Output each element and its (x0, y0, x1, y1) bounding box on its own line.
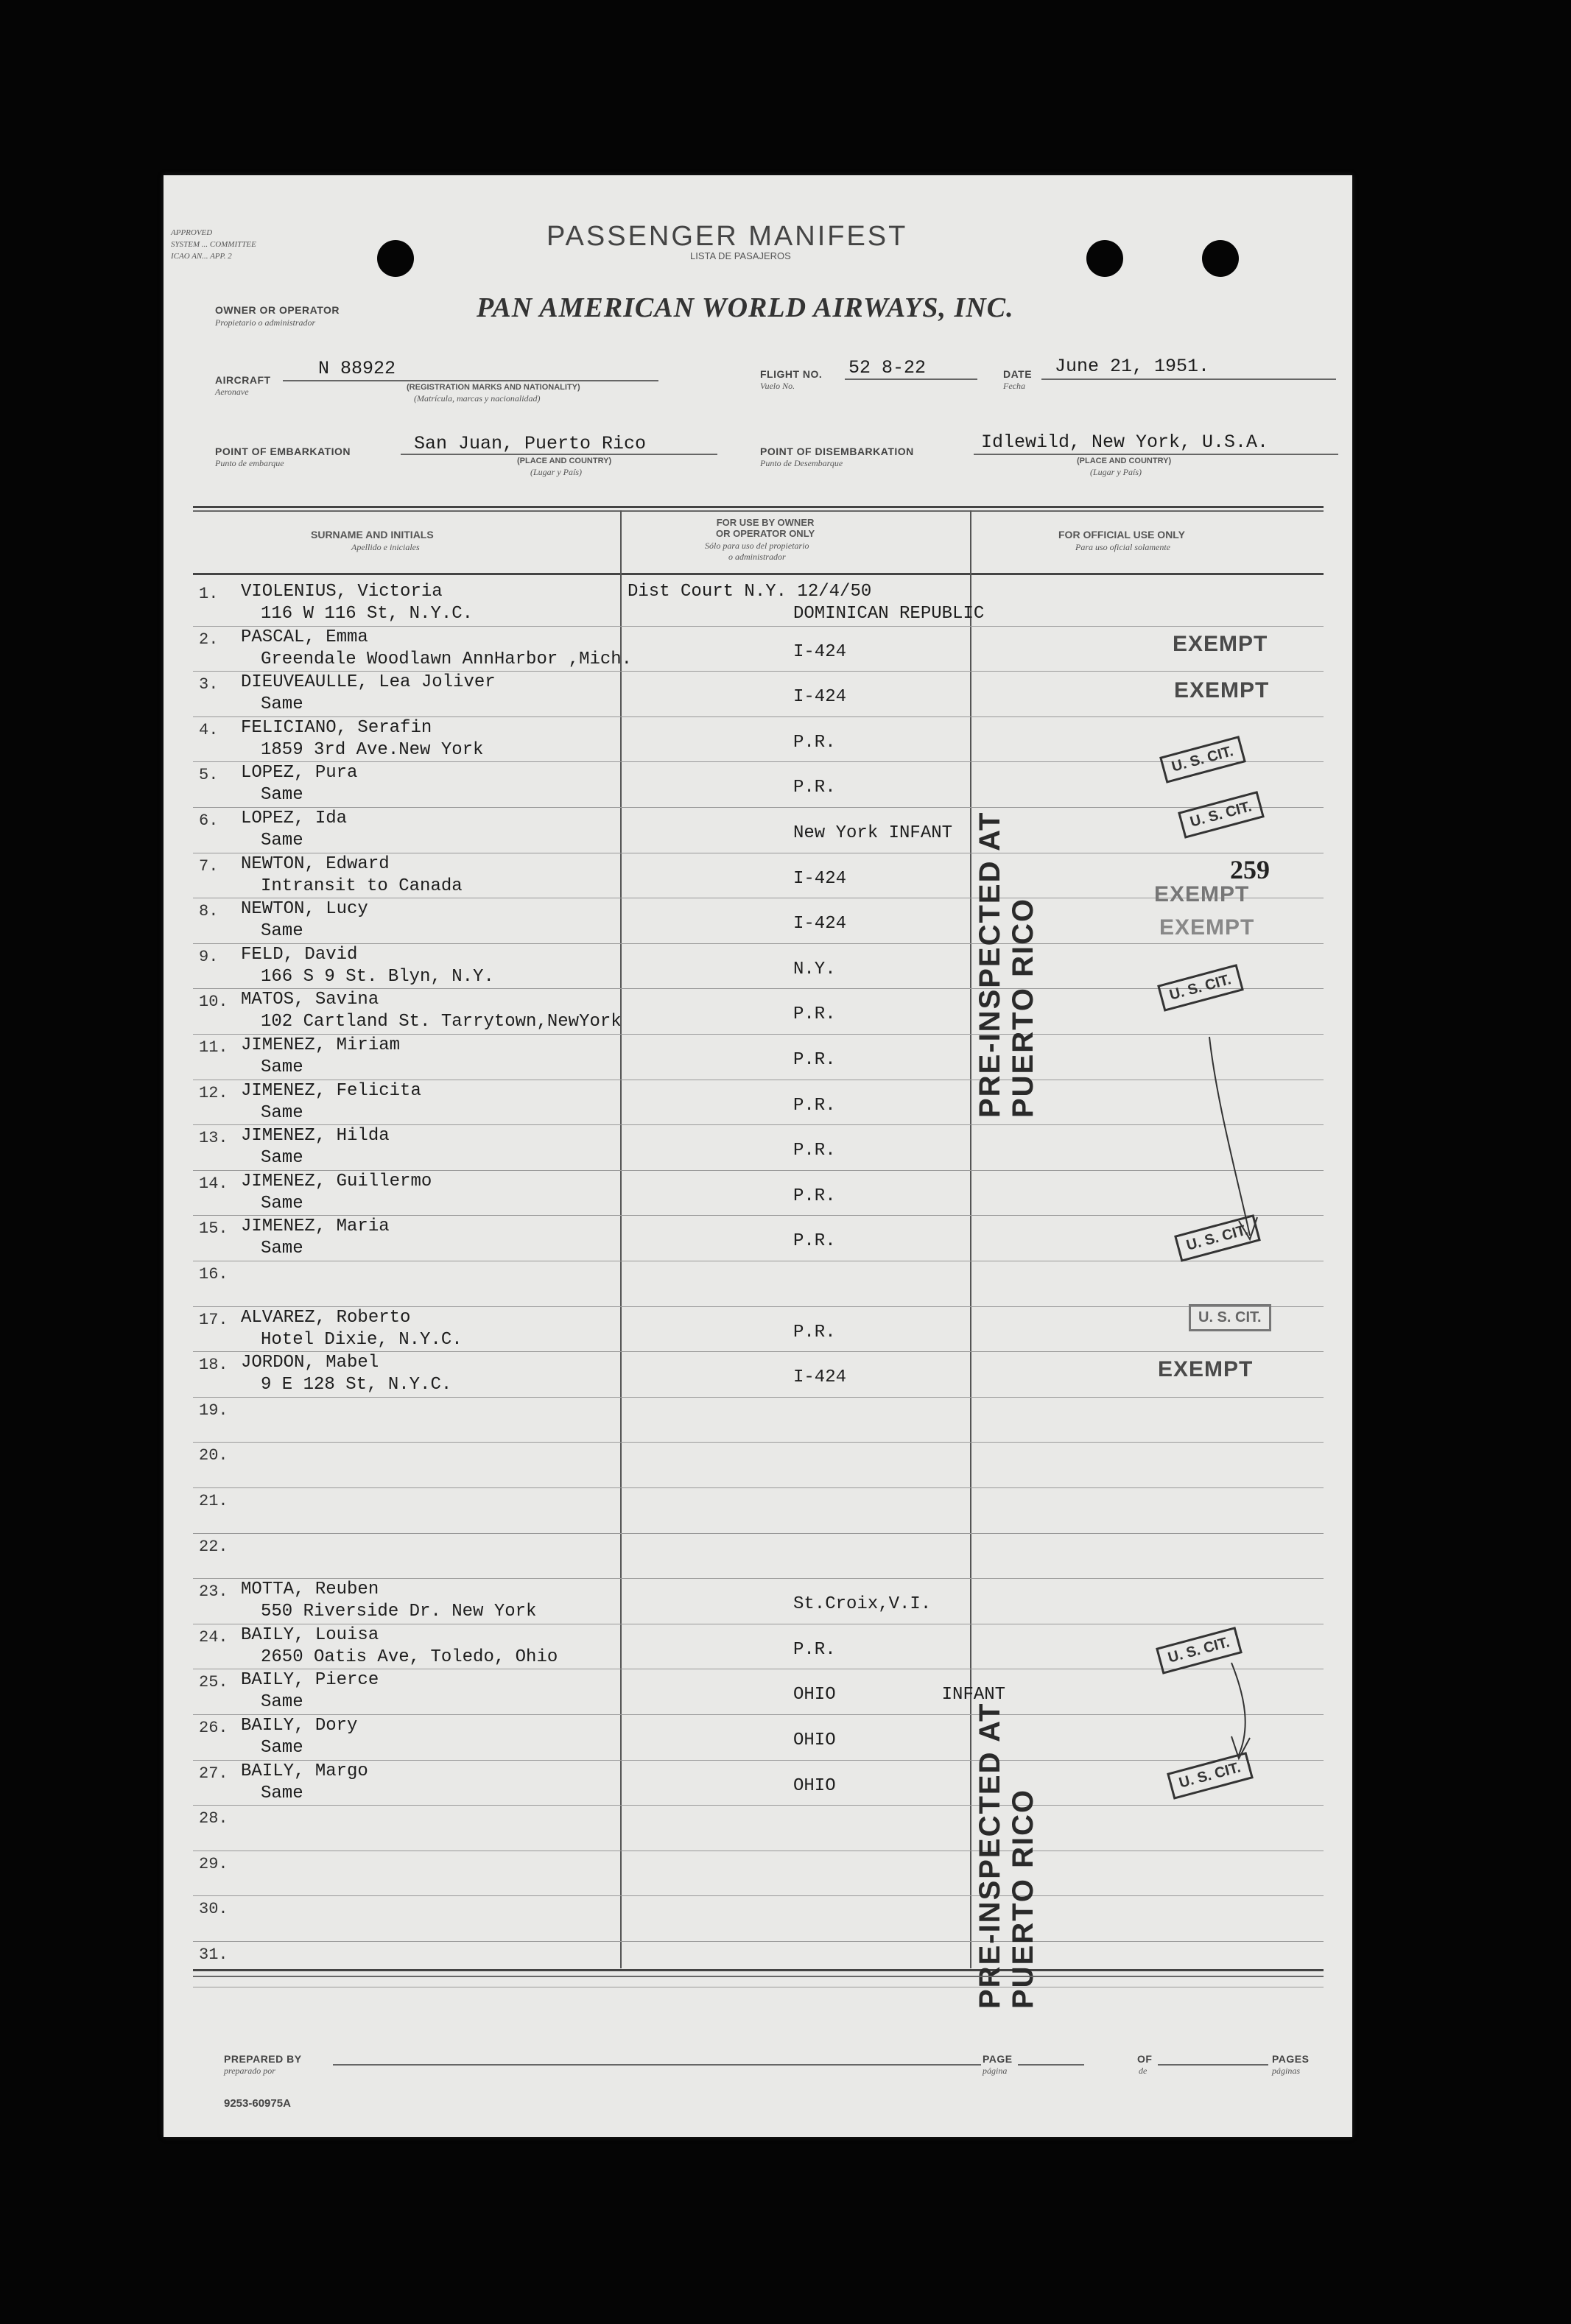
disembark-label: POINT OF DISEMBARKATION (760, 446, 914, 457)
passenger-name: LOPEZ, Pura (241, 763, 358, 784)
row-number: 10. (199, 993, 228, 1012)
manifest-sheet (164, 175, 1352, 2137)
form-number: 9253-60975A (224, 2097, 291, 2110)
row-number: 7. (199, 856, 219, 876)
passenger-name: FELD, David (241, 944, 358, 965)
number-259: 259 (1230, 855, 1270, 884)
row-number: 8. (199, 902, 219, 921)
embark-label: POINT OF EMBARKATION (215, 446, 351, 457)
table-top-line-1 (193, 506, 1324, 508)
aircraft-label: AIRCRAFT (215, 374, 271, 386)
row-number: 2. (199, 630, 219, 649)
operator-entry: St.Croix,V.I. (793, 1594, 932, 1615)
col3-header-es: Para uso oficial solamente (1075, 542, 1170, 552)
passenger-address: 166 S 9 St. Blyn, N.Y. (261, 966, 494, 987)
row-rule (193, 761, 1324, 762)
form-title: PASSENGER MANIFEST (546, 221, 908, 252)
date-value: June 21, 1951. (1055, 356, 1210, 377)
row-number: 5. (199, 766, 219, 785)
table-bottom-line (193, 1969, 1324, 1971)
disembark-label-es: Punto de Desembarque (760, 458, 843, 468)
passenger-address: Same (261, 1738, 303, 1758)
row-number: 13. (199, 1129, 228, 1148)
col-divider-1 (620, 510, 622, 1968)
row-number: 4. (199, 720, 219, 739)
row-rule (193, 1941, 1324, 1942)
operator-entry: P.R. (793, 1231, 836, 1252)
operator-entry: OHIO (793, 1730, 836, 1750)
aircraft-label-es: Aeronave (215, 387, 249, 397)
operator-entry: OHIO (793, 1775, 836, 1796)
passenger-name: FELICIANO, Serafin (241, 717, 432, 738)
row-number: 19. (199, 1401, 228, 1420)
exempt-stamp-7: EXEMPT (1154, 882, 1250, 906)
passenger-address: 9 E 128 St, N.Y.C. (261, 1375, 452, 1395)
page-line (1018, 2064, 1084, 2066)
disembark-value: Idlewild, New York, U.S.A. (981, 432, 1269, 453)
passenger-name: MATOS, Savina (241, 990, 379, 1010)
date-line (1041, 378, 1336, 380)
passenger-address: Same (261, 1148, 303, 1169)
date-label-es: Fecha (1003, 381, 1025, 391)
exempt-stamp-8: EXEMPT (1159, 915, 1255, 940)
aircraft-line (283, 380, 658, 381)
row-number: 25. (199, 1673, 228, 1692)
col2-header: FOR USE BY OWNER OR OPERATOR ONLY (716, 517, 815, 539)
us-cit-stamp-6: U. S. CIT. (1178, 791, 1264, 839)
row-number: 1. (199, 585, 219, 603)
operator-entry: P.R. (793, 732, 836, 753)
passenger-name: JIMENEZ, Guillermo (241, 1171, 432, 1191)
passenger-address: Same (261, 1692, 303, 1713)
disembark-line (974, 454, 1338, 455)
row-number: 18. (199, 1356, 228, 1375)
row-number: 9. (199, 947, 219, 966)
passenger-name: NEWTON, Edward (241, 853, 390, 874)
disembark-place-caption-es: (Lugar y País) (1090, 467, 1142, 477)
passenger-name: LOPEZ, Ida (241, 809, 348, 828)
row-number: 11. (199, 1038, 228, 1057)
punch-hole-2 (1086, 240, 1123, 277)
date-label: DATE (1003, 368, 1033, 380)
exempt-stamp-3: EXEMPT (1174, 678, 1270, 703)
col1-header-es: Apellido e iniciales (351, 542, 420, 552)
passenger-address: 2650 Oatis Ave, Toledo, Ohio (261, 1647, 558, 1667)
passenger-address: 102 Cartland St. Tarrytown,NewYork (261, 1012, 622, 1032)
embark-value: San Juan, Puerto Rico (414, 433, 647, 454)
row-number: 6. (199, 811, 219, 830)
operator-entry: P.R. (793, 1186, 836, 1206)
page-label-es: página (983, 2066, 1008, 2076)
operator-note: Dist Court N.Y. 12/4/50 (628, 582, 872, 602)
operator-entry: I-424 (793, 641, 847, 662)
passenger-name: NEWTON, Lucy (241, 899, 368, 920)
operator-entry: P.R. (793, 778, 836, 798)
passenger-address: Same (261, 921, 303, 942)
passenger-name: PASCAL, Emma (241, 627, 368, 647)
passenger-name: BAILY, Louisa (241, 1624, 379, 1645)
operator-entry: I-424 (793, 1367, 847, 1388)
punch-hole-1 (377, 240, 414, 277)
operator-entry: P.R. (793, 1095, 836, 1116)
passenger-name: BAILY, Margo (241, 1761, 368, 1781)
operator-entry: P.R. (793, 1639, 836, 1660)
passenger-name: MOTTA, Reuben (241, 1580, 379, 1600)
passenger-address: Same (261, 1239, 303, 1259)
embark-place-caption-es: (Lugar y País) (530, 467, 582, 477)
passenger-address: Same (261, 1193, 303, 1214)
col3-header: FOR OFFICIAL USE ONLY (1058, 529, 1185, 540)
embark-place-caption: (PLACE AND COUNTRY) (517, 457, 612, 465)
row-number: 27. (199, 1764, 228, 1783)
flight-label: FLIGHT NO. (760, 368, 823, 380)
aircraft-value: N 88922 (318, 358, 396, 379)
passenger-address: Same (261, 694, 303, 715)
passenger-address: Hotel Dixie, N.Y.C. (261, 1329, 463, 1350)
row-rule (193, 943, 1324, 944)
row-number: 23. (199, 1582, 228, 1602)
pages-label: PAGES (1272, 2053, 1310, 2065)
row-rule (193, 988, 1324, 989)
prepared-label: PREPARED BY (224, 2053, 302, 2065)
preinspected-stamp-1: PRE-INSPECTED AT PUERTO RICO (974, 811, 1039, 1118)
flight-line (845, 378, 977, 380)
pages-label-es: páginas (1272, 2066, 1301, 2076)
passenger-name: JIMENEZ, Hilda (241, 1126, 390, 1147)
form-subtitle: LISTA DE PASAJEROS (690, 250, 791, 261)
us-cit-stamp-4: U. S. CIT. (1159, 736, 1245, 784)
row-number: 14. (199, 1174, 228, 1193)
operator-entry: P.R. (793, 1050, 836, 1070)
passenger-name: BAILY, Pierce (241, 1670, 379, 1691)
arrow-marks (1121, 993, 1305, 1803)
operator-entry: N.Y. (793, 959, 836, 979)
operator-entry: I-424 (793, 687, 847, 708)
operator-entry: I-424 (793, 914, 847, 934)
us-cit-stamp-9: U. S. CIT. (1157, 964, 1243, 1012)
row-number: 3. (199, 675, 219, 694)
passenger-address: Same (261, 1783, 303, 1803)
prepared-line (333, 2064, 981, 2066)
col1-header: SURNAME AND INITIALS (311, 529, 434, 540)
flight-value: 52 8-22 (848, 357, 927, 378)
row-number: 30. (199, 1900, 228, 1919)
footer-line (193, 1976, 1324, 1977)
passenger-address: Same (261, 1102, 303, 1123)
row-number: 20. (199, 1446, 228, 1465)
row-number: 24. (199, 1627, 228, 1647)
row-number: 15. (199, 1219, 228, 1239)
row-number: 17. (199, 1310, 228, 1329)
of-label: OF (1137, 2053, 1153, 2065)
row-number: 21. (199, 1492, 228, 1510)
row-number: 28. (199, 1809, 228, 1828)
page-label: PAGE (983, 2053, 1013, 2065)
passenger-address: Same (261, 1057, 303, 1077)
punch-hole-3 (1202, 240, 1239, 277)
passenger-name: JORDON, Mabel (241, 1353, 379, 1373)
passenger-address: 116 W 116 St, N.Y.C. (261, 604, 474, 624)
owner-label: OWNER OR OPERATOR (215, 304, 340, 316)
flight-label-es: Vuelo No. (760, 381, 795, 391)
passenger-name: JIMENEZ, Maria (241, 1216, 390, 1237)
table-top-line-2 (193, 510, 1324, 512)
approval-note: APPROVED SYSTEM ... COMMITTEE ICAO AN... APP. 2 (171, 228, 256, 261)
owner-label-es: Propietario o administrador (215, 317, 316, 328)
us-cit-stamp-23: U. S. CIT. (1156, 1627, 1242, 1675)
preinspected-stamp-2: PRE-INSPECTED AT PUERTO RICO (974, 1702, 1039, 2009)
passenger-address: Same (261, 831, 303, 851)
row-rule (193, 807, 1324, 808)
operator-entry: P.R. (793, 1141, 836, 1161)
aircraft-caption-es: (Matrícula, marcas y nacionalidad) (414, 393, 541, 404)
passenger-name: DIEUVEAULLE, Lea Joliver (241, 672, 496, 693)
us-cit-stamp-17: U. S. CIT. (1189, 1304, 1271, 1331)
of-line (1158, 2064, 1268, 2066)
operator-entry: P.R. (793, 1004, 836, 1025)
embark-label-es: Punto de embarque (215, 458, 284, 468)
passenger-name: JIMENEZ, Felicita (241, 1080, 421, 1101)
row-number: 12. (199, 1083, 228, 1102)
col-divider-2 (970, 510, 971, 1968)
row-rule (193, 1895, 1324, 1896)
passenger-address: 1859 3rd Ave.New York (261, 739, 484, 760)
row-rule (193, 671, 1324, 672)
of-label-es: de (1139, 2066, 1148, 2076)
passenger-address: Greendale Woodlawn AnnHarbor ,Mich. (261, 649, 633, 669)
prepared-label-es: preparado por (224, 2066, 275, 2076)
row-rule (193, 716, 1324, 717)
operator-entry: I-424 (793, 868, 847, 889)
us-cit-stamp-26: U. S. CIT. (1167, 1752, 1253, 1800)
owner-value: PAN AMERICAN WORLD AIRWAYS, INC. (477, 292, 1014, 323)
passenger-address: Intransit to Canada (261, 876, 463, 896)
passenger-address: 550 Riverside Dr. New York (261, 1602, 537, 1622)
embark-line (401, 454, 717, 455)
table-header-bottom (193, 573, 1324, 575)
disembark-place-caption: (PLACE AND COUNTRY) (1077, 457, 1172, 465)
row-rule (193, 626, 1324, 627)
exempt-stamp-2: EXEMPT (1173, 632, 1268, 656)
row-number: 16. (199, 1265, 228, 1284)
operator-entry: P.R. (793, 1322, 836, 1342)
operator-entry: New York INFANT (793, 823, 953, 843)
aircraft-caption: (REGISTRATION MARKS AND NATIONALITY) (407, 383, 580, 392)
col2-header-es: Sólo para uso del propietario o administrador (705, 540, 809, 562)
passenger-name: BAILY, Dory (241, 1716, 358, 1736)
row-rule (193, 1805, 1324, 1806)
row-number: 31. (199, 1946, 228, 1964)
passenger-address: Same (261, 785, 303, 806)
row-number: 26. (199, 1719, 228, 1737)
passenger-name: JIMENEZ, Miriam (241, 1035, 401, 1055)
row-number: 22. (199, 1537, 228, 1556)
operator-entry: OHIO INFANT (793, 1685, 1006, 1705)
passenger-name: VIOLENIUS, Victoria (241, 582, 443, 602)
row-number: 29. (199, 1854, 228, 1873)
operator-entry: DOMINICAN REPUBLIC (793, 604, 985, 624)
us-cit-stamp-15: U. S. CIT. (1174, 1214, 1260, 1262)
passenger-name: ALVAREZ, Roberto (241, 1307, 411, 1328)
exempt-stamp-18: EXEMPT (1158, 1357, 1254, 1381)
